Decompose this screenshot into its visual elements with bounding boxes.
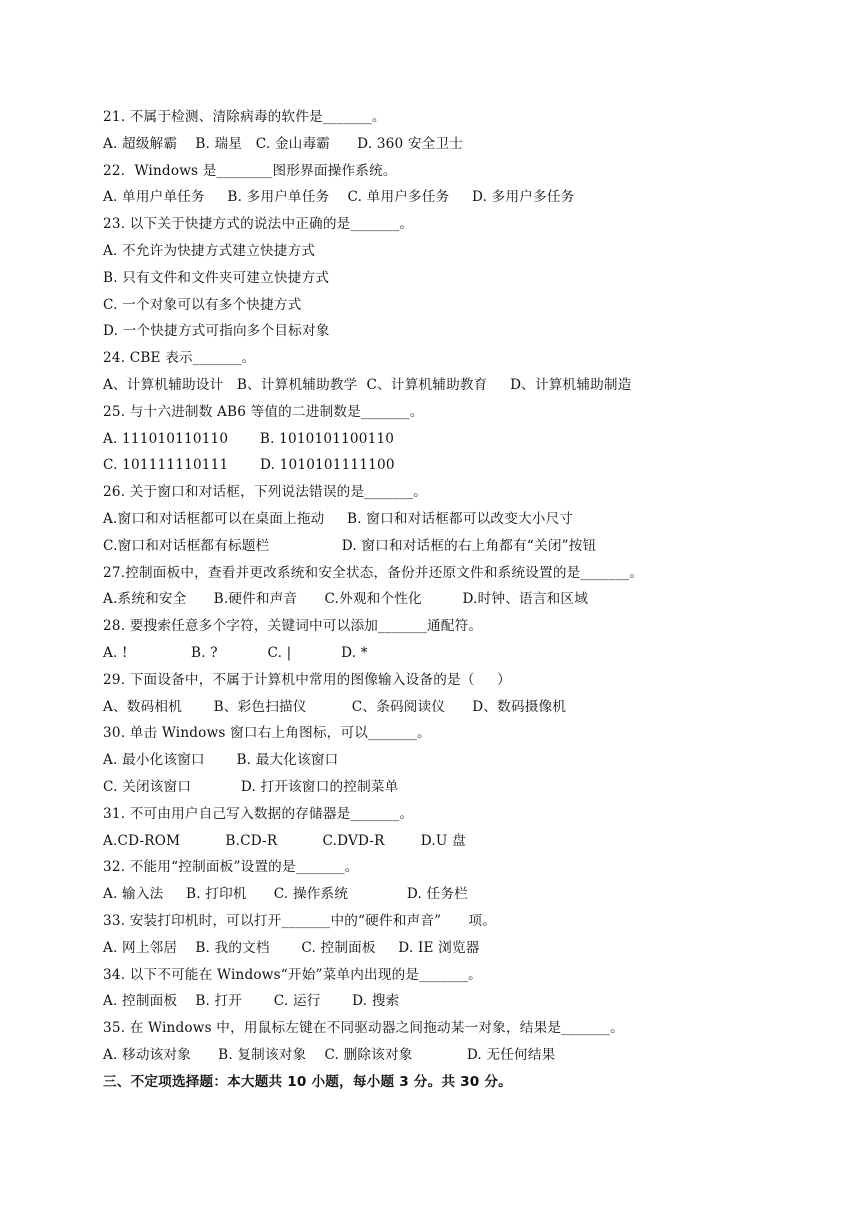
options-27: A.系统和安全 B.硬件和声音 C.外观和个性化 D.时钟、语言和区域: [103, 591, 589, 608]
question-33: 33. 安装打印机时，可以打开_______中的“硬件和声音” 项。: [103, 912, 497, 929]
options-28: A. ! B. ? C. | D. *: [103, 644, 368, 661]
options-24: A、计算机辅助设计 B、计算机辅助教学 C、计算机辅助教育 D、计算机辅助制造: [103, 376, 632, 393]
options-25-cd: C. 101111110111 D. 1010101111100: [103, 457, 395, 474]
options-30-ab: A. 最小化该窗口 B. 最大化该窗口: [103, 752, 339, 769]
question-21: 21. 不属于检测、清除病毒的软件是_______。: [103, 109, 386, 125]
option-23-c: C. 一个对象可以有多个快捷方式: [103, 296, 302, 313]
question-35: 35. 在 Windows 中，用鼠标左键在不同驱动器之间拖动某一对象，结果是_______。: [103, 1020, 624, 1037]
options-22: A. 单用户单任务 B. 多用户单任务 C. 单用户多任务 D. 多用户多任务: [103, 189, 575, 206]
option-23-a: A. 不允许为快捷方式建立快捷方式: [103, 242, 316, 259]
option-23-d: D. 一个快捷方式可指向多个目标对象: [103, 323, 330, 340]
section-heading: 三、不定项选择题：本大题共 10 小题，每小题 3 分。共 30 分。: [103, 1073, 512, 1090]
question-26: 26. 关于窗口和对话框，下列说法错误的是_______。: [103, 484, 428, 501]
options-26-cd: C.窗口和对话框都有标题栏 D. 窗口和对话框的右上角都有“关闭”按钮: [103, 537, 597, 554]
question-30: 30. 单击 Windows 窗口右上角图标，可以_______。: [103, 725, 431, 742]
options-25-ab: A. 111010110110 B. 1010101100110: [103, 430, 395, 447]
question-31: 31. 不可由用户自己写入数据的存储器是_______。: [103, 805, 414, 822]
options-21: A. 超级解霸 B. 瑞星 C. 金山毒霸 D. 360 安全卫士: [103, 135, 464, 152]
question-29: 29. 下面设备中，不属于计算机中常用的图像输入设备的是（ ）: [103, 671, 511, 688]
question-32: 32. 不能用“控制面板”设置的是_______。: [103, 859, 359, 876]
question-28: 28. 要搜索任意多个字符，关键词中可以添加_______通配符。: [103, 618, 483, 635]
options-32: A. 输入法 B. 打印机 C. 操作系统 D. 任务栏: [103, 886, 468, 903]
question-list: [103, 104, 803, 1095]
question-24: 24. CBE 表示_______。: [103, 350, 256, 367]
options-33: A. 网上邻居 B. 我的文档 C. 控制面板 D. IE 浏览器: [103, 939, 480, 956]
question-22: 22．Windows 是________图形界面操作系统。: [103, 162, 397, 179]
question-34: 34. 以下不可能在 Windows“开始”菜单内出现的是_______。: [103, 966, 482, 983]
options-30-cd: C. 关闭该窗口 D. 打开该窗口的控制菜单: [103, 778, 399, 795]
options-26-ab: A.窗口和对话框都可以在桌面上拖动 B. 窗口和对话框都可以改变大小尺寸: [103, 510, 574, 527]
options-35: A. 移动该对象 B. 复制该对象 C. 删除该对象 D. 无任何结果: [103, 1046, 556, 1063]
options-34: A. 控制面板 B. 打开 C. 运行 D. 搜索: [103, 993, 400, 1010]
question-25: 25. 与十六进制数 AB6 等值的二进制数是_______。: [103, 403, 424, 420]
question-23: 23. 以下关于快捷方式的说法中正确的是_______。: [103, 216, 414, 233]
options-31: A.CD-ROM B.CD-R C.DVD-R D.U 盘: [103, 832, 466, 849]
options-29: A、数码相机 B、彩色扫描仪 C、条码阅读仪 D、数码摄像机: [103, 698, 567, 715]
question-27: 27.控制面板中，查看并更改系统和安全状态，备份并还原文件和系统设置的是_______。: [103, 564, 644, 581]
option-23-b: B. 只有文件和文件夹可建立快捷方式: [103, 269, 330, 286]
